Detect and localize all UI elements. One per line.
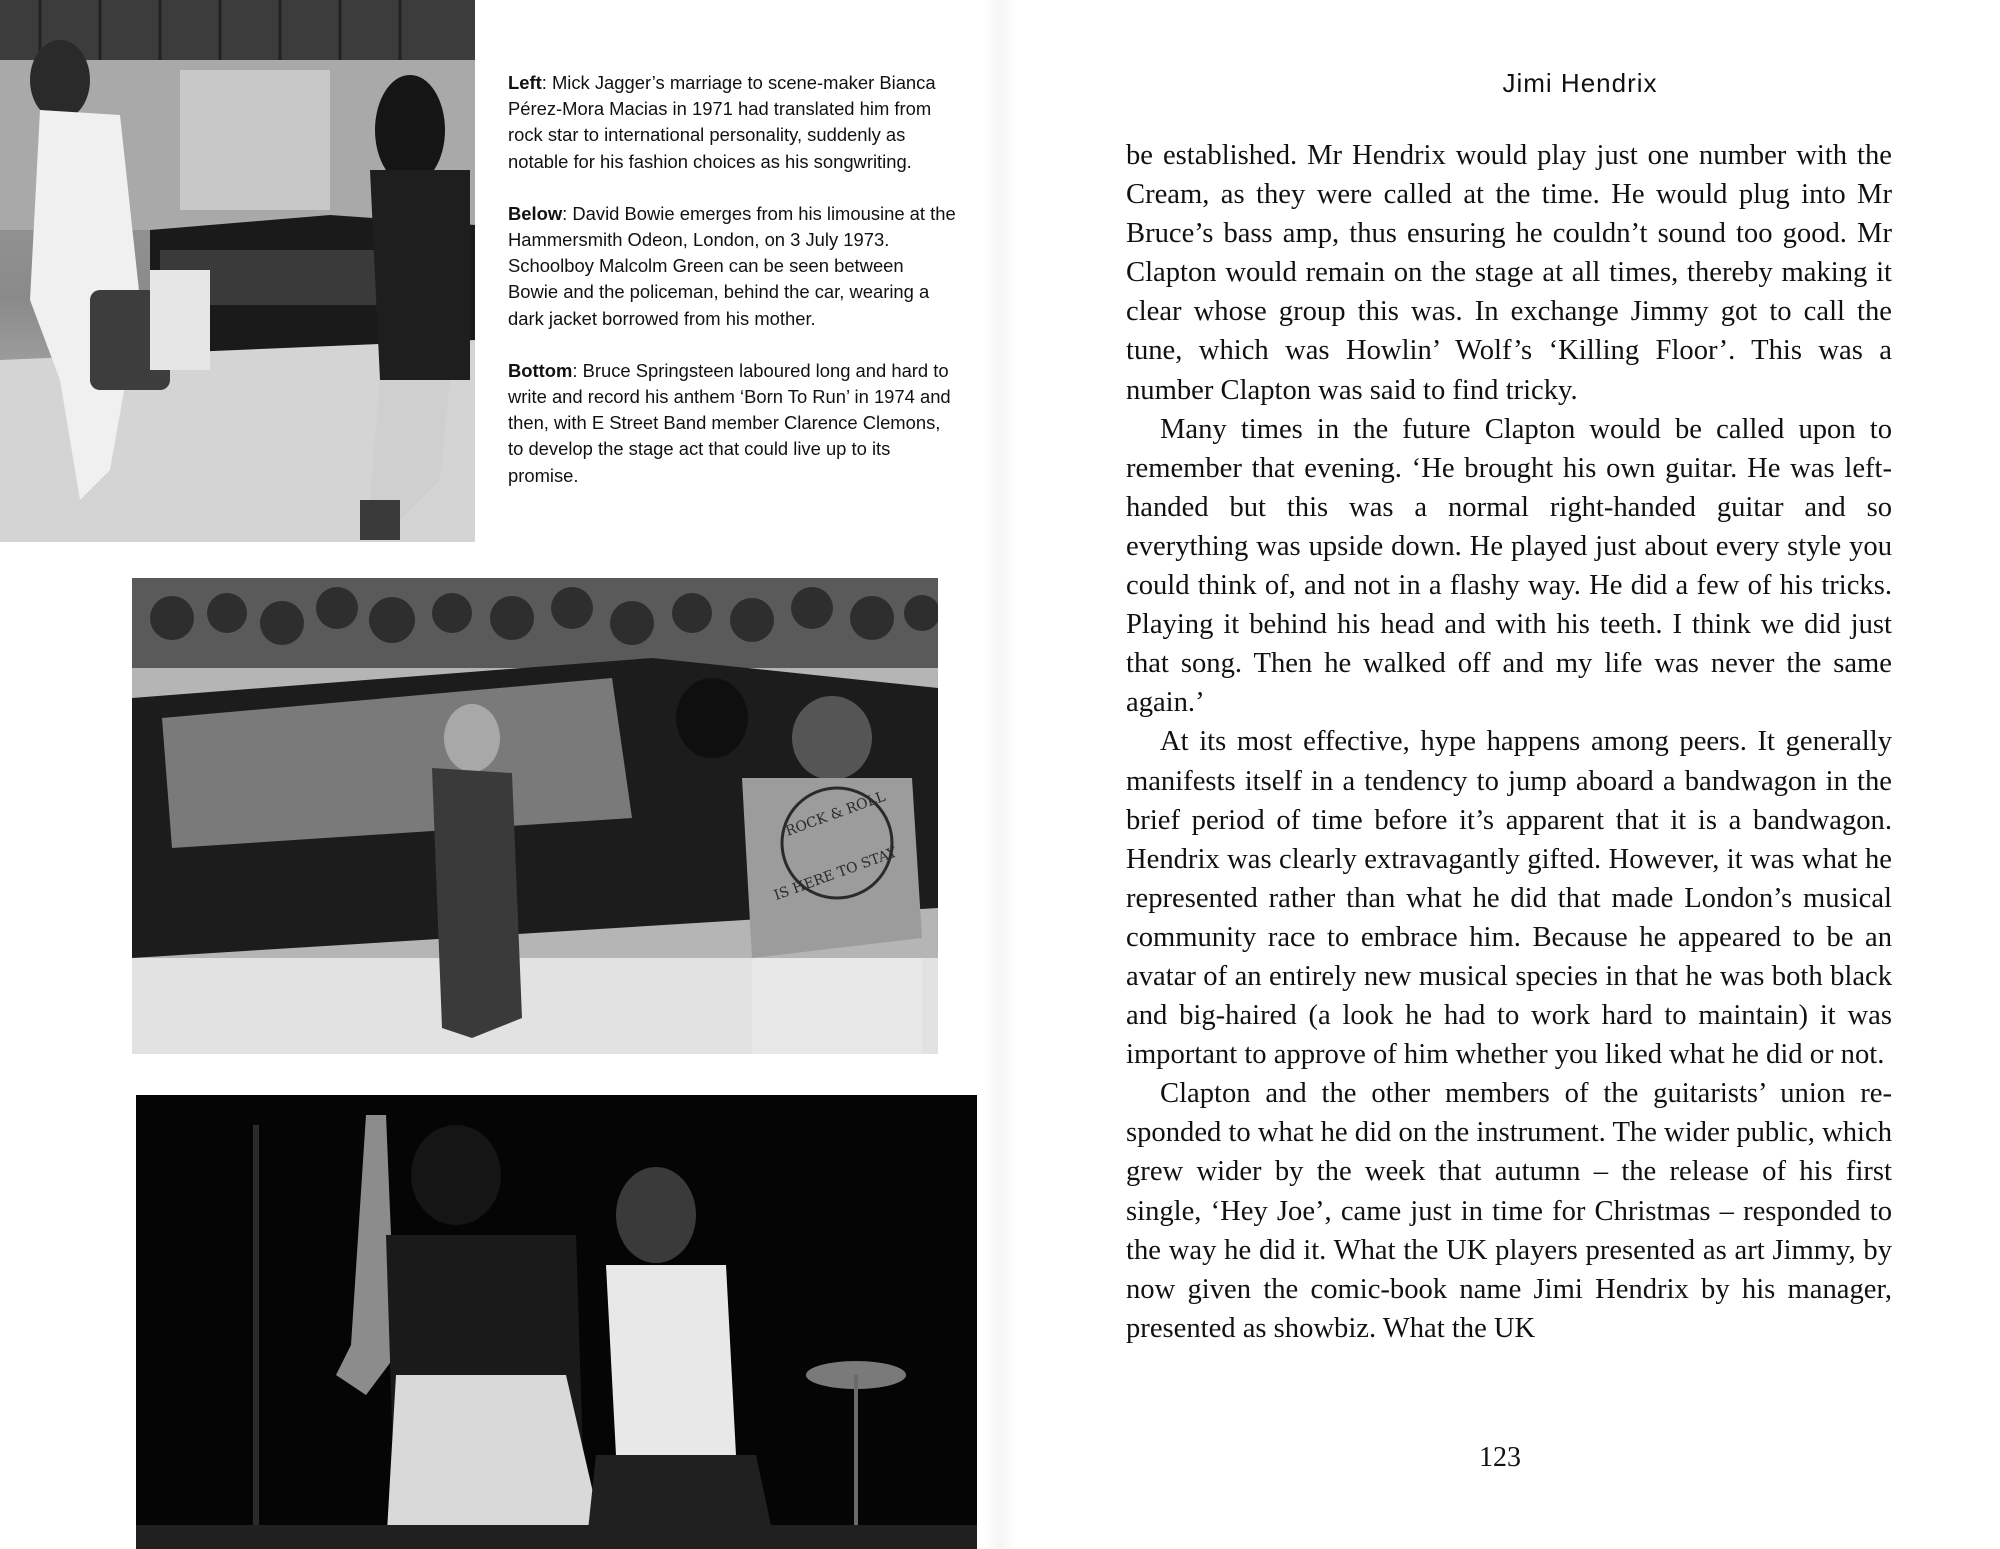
caption-left — [508, 70, 956, 175]
body-text — [1126, 136, 1892, 1348]
tshirt-text-bottom: IS HERE TO STAY — [772, 844, 900, 904]
caption-below-text: : David Bowie emerges from his limousine at the Hammersmith Odeon, London, on 3 July 1973. Schoolboy Malcolm Green can be seen between Bowie and the policeman, behind the car, wearing a dark jacket borrowed from his mother. — [508, 202, 956, 329]
paragraph-1: be established. Mr Hendrix would play just one number with the Cream, as they were called at the time. He would plug into Mr Bruce’s bass amp, thus ensuring he couldn’t sound too good. Mr Clapton would remain on the stage at all times, thereby making it clear whose group this was. In exchange Jimmy got to call the tune, which was Howlin’ Wolf’s ‘Killing Floor’. This was a number Clapton was said to find tricky. — [1126, 140, 1892, 406]
right-page — [1000, 0, 2000, 1549]
caption-left-key: Left — [508, 72, 542, 93]
caption-bottom-text: : Bruce Springsteen laboured long and hard to write and record his anthem ‘Born To Run’ in 1974 and then, with E Street Band member Clarence Clemons, to develop the stage act that could live up to its promise. — [508, 359, 951, 486]
paragraph-3: At its most effective, hype happens among peers. It generally manifests itself in a tendency to jump aboard a bandwagon in the brief period of time before it’s apparent that it is a bandwagon. Hendrix was clearly extravagantly gifted. However, it was what he represented rather than what he did that made London’s musical community race to embrace him. Because he appeared to be an avatar of an entirely new musical species in that he was both black and big-haired (a look he had to work hard to maintain) it was important to approve of him whether you liked what he did or not. — [1126, 726, 1892, 1071]
paragraph-4: Clapton and the other members of the guitarists’ union responded to what he did on the instrument. The wider public, which grew wider by the week that autumn – the release of his first single, ‘Hey Joe’, came just in time for Christmas – responded to the way he did it. What the UK players presented as art Jimmy, by now given the comic-book name Jimi Hendrix by his manager, presented as showbiz. What the UK — [1126, 1078, 1892, 1344]
caption-bottom — [508, 358, 956, 489]
photo-springsteen-clemons — [136, 1095, 977, 1549]
caption-left-text: : Mick Jagger’s marriage to scene-maker Bianca Pérez-Mora Macias in 1971 had translated him from rock star to international personality, suddenly as notable for his fashion choices as his songwriting. — [508, 72, 936, 172]
paragraph-2: Many times in the future Clapton would be called upon to remember that evening. ‘He brought his own guitar. He was left-handed but this was a normal right-handed guitar and so everything was upside down. He played just about every style you could think of, and not in a flashy way. He did a few of his tricks. Playing it behind his head and with his teeth. I think we did just that song. Then he walked off and my life was never the same again.’ — [1126, 413, 1892, 719]
caption-below-key: Below — [508, 202, 563, 224]
photo-captions — [508, 70, 956, 515]
running-head-title: Jimi Hendrix — [1502, 68, 1658, 98]
photo-jagger-bianca — [0, 0, 475, 542]
page-number: 123 — [1479, 1442, 1521, 1473]
photo-bowie-limousine — [132, 578, 938, 1054]
caption-below — [508, 201, 956, 332]
caption-bottom-key: Bottom — [508, 359, 573, 381]
tshirt-text-top: ROCK & ROLL — [783, 788, 888, 840]
